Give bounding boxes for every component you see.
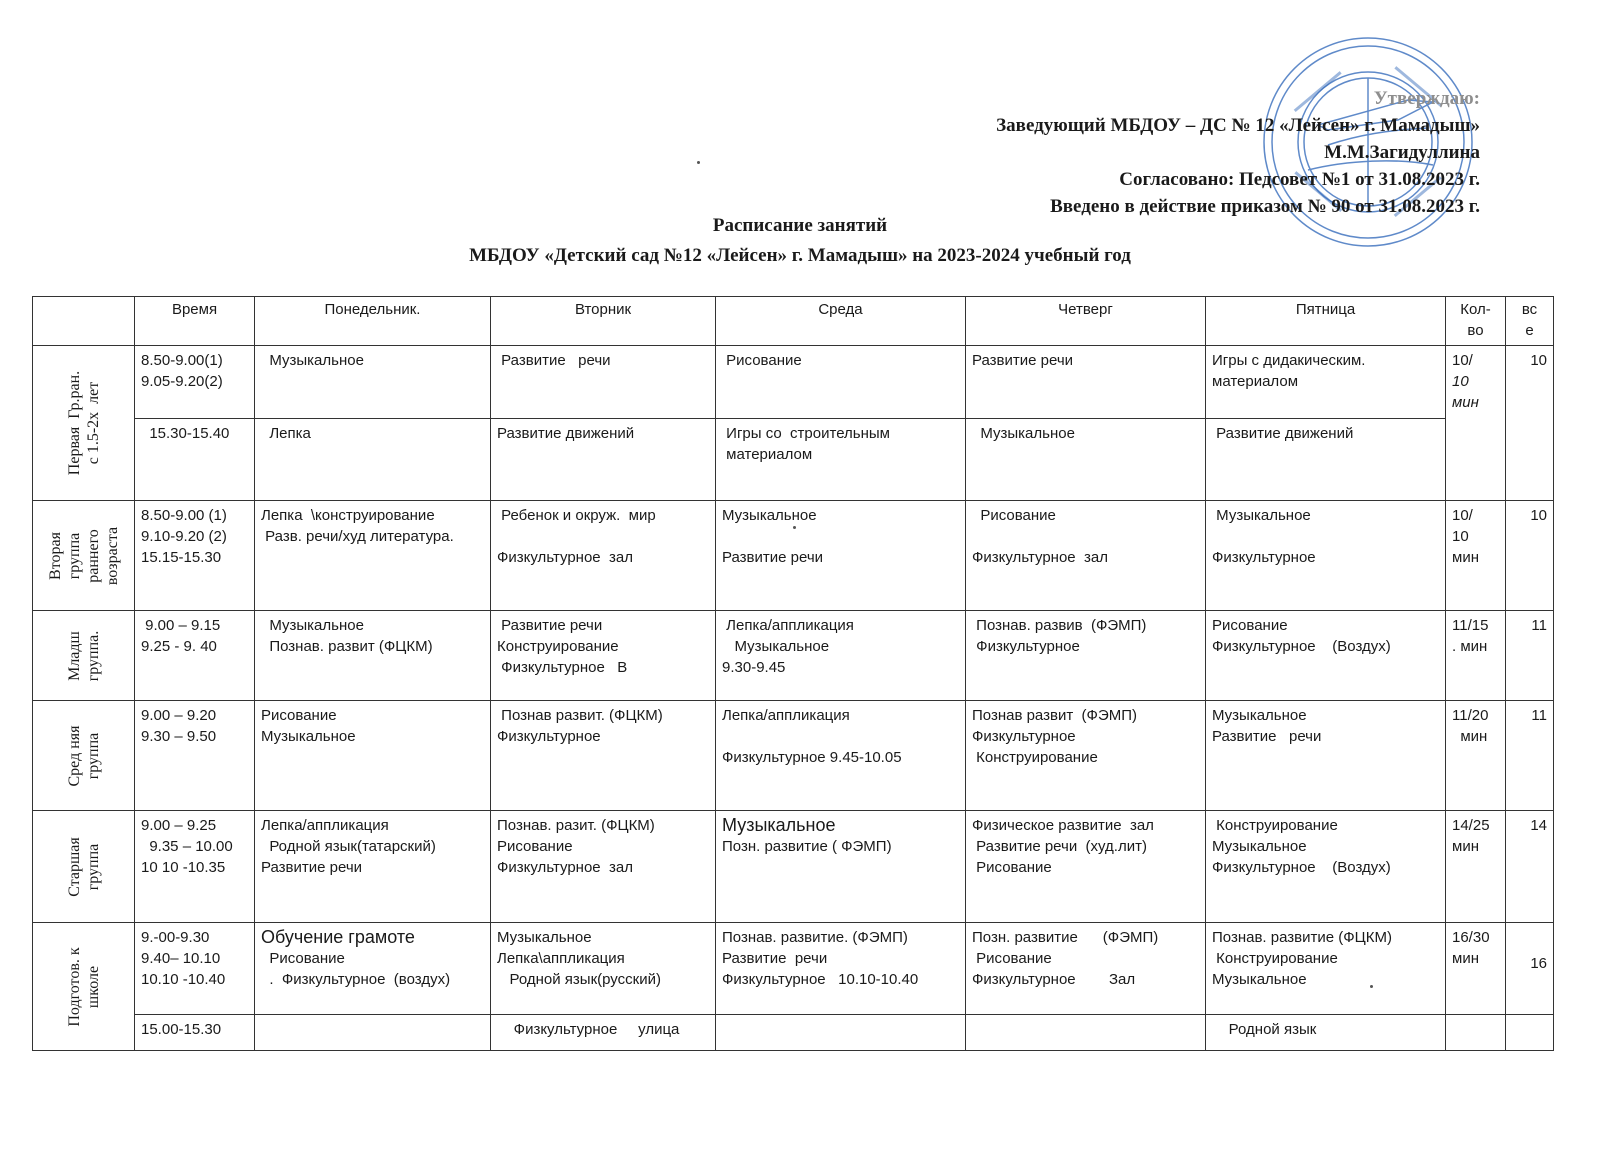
table-row (33, 501, 1554, 611)
total-cell: 14 (1506, 811, 1554, 923)
lesson-cell: Музыкальное (966, 419, 1206, 501)
lesson-cell: Развитие речи (966, 346, 1206, 419)
group-name: Вторая группа раннего возраста (46, 526, 121, 585)
approval-agreed: Согласовано: Педсовет №1 от 31.08.2023 г. (1119, 169, 1480, 190)
lesson-cell: Физкультурное улица (491, 1015, 716, 1051)
table-row (33, 811, 1554, 923)
group-name-cell (33, 346, 135, 501)
total-cell: 11 (1506, 611, 1554, 701)
lesson-cell: Музыкальное Лепка\аппликация Родной язык(русский) (491, 923, 716, 1015)
approval-head: Заведующий МБДОУ – ДС № 12 «Лейсен» г. Мамадыш» (996, 115, 1480, 136)
table-row (33, 419, 1554, 501)
time-cell: 9.00 – 9.25 9.35 – 10.00 10 10 -10.35 (135, 811, 255, 923)
approval-approve: Утверждаю: (1373, 88, 1480, 109)
lesson-cell: Обучение грамоте Рисование . Физкультурное (воздух) (255, 923, 491, 1015)
group-name: Старшая группа (65, 836, 102, 897)
time-cell: 8.50-9.00(1) 9.05-9.20(2) (135, 346, 255, 419)
lesson-cell: Родной язык (1206, 1015, 1446, 1051)
lesson-cell: Музыкальное Развитие речи (716, 501, 966, 611)
group-name: Младш группа. (65, 630, 102, 681)
lesson-cell (966, 1015, 1206, 1051)
lesson-cell: Развитие движений (1206, 419, 1446, 501)
lesson-cell: Музыкальное (255, 346, 491, 419)
total-col-header: вс е (1506, 297, 1554, 346)
quantity-col-header: Кол- во (1446, 297, 1506, 346)
lesson-cell: Познав. развив (ФЭМП) Физкультурное (966, 611, 1206, 701)
group-name-cell (33, 811, 135, 923)
lesson-cell: Рисование Физкультурное зал (966, 501, 1206, 611)
lesson-cell: Конструирование Музыкальное Физкультурное (Воздух) (1206, 811, 1446, 923)
lesson-cell: Лепка/аппликация Физкультурное 9.45-10.05 (716, 701, 966, 811)
time-cell: 8.50-9.00 (1) 9.10-9.20 (2) 15.15-15.30 (135, 501, 255, 611)
quantity-cell: 16/30 мин (1446, 923, 1506, 1015)
group-name: Первая Гр.ран. с 1.5-2х лет (65, 370, 102, 476)
group-name-cell (33, 501, 135, 611)
quantity-cell: 10/ 10 мин (1446, 346, 1506, 501)
speck (793, 526, 796, 529)
approval-block (996, 85, 1480, 220)
total-cell: 10 (1506, 501, 1554, 611)
lesson-cell: Познав развит. (ФЦКМ) Физкультурное (491, 701, 716, 811)
lesson-cell: Познав. разит. (ФЦКМ) Рисование Физкультурное зал (491, 811, 716, 923)
group-name: Подготов. к школе (65, 946, 102, 1027)
header-row (33, 297, 1554, 346)
time-col-header: Время (135, 297, 255, 346)
time-cell: 9.00 – 9.15 9.25 - 9. 40 (135, 611, 255, 701)
table-row (33, 923, 1554, 1015)
lesson-cell: Познав. развитие (ФЦКМ) Конструирование Музыкальное (1206, 923, 1446, 1015)
total-cell: 11 (1506, 701, 1554, 811)
lesson-cell: Рисование (716, 346, 966, 419)
lesson-cell: Музыкальное Познав. развит (ФЦКМ) (255, 611, 491, 701)
friday-col-header: Пятница (1206, 297, 1446, 346)
table-row (33, 1015, 1554, 1051)
monday-col-header: Понедельник. (255, 297, 491, 346)
schedule-subtitle: МБДОУ «Детский сад №12 «Лейсен» г. Мамадыш» на 2023-2024 учебный год (469, 245, 1131, 266)
quantity-cell: 10/ 10 мин (1446, 501, 1506, 611)
speck (1370, 985, 1373, 988)
lesson-cell: Рисование Физкультурное (Воздух) (1206, 611, 1446, 701)
thursday-col-header: Четверг (966, 297, 1206, 346)
lesson-cell: Лепка/аппликация Родной язык(татарский) Развитие речи (255, 811, 491, 923)
lesson-cell: Музыкальное Позн. развитие ( ФЭМП) (716, 811, 966, 923)
wednesday-col-header: Среда (716, 297, 966, 346)
table-row (33, 611, 1554, 701)
schedule-title: Расписание занятий (712, 215, 888, 236)
table-row (33, 346, 1554, 419)
approval-name: М.М.Загидуллина (1324, 142, 1480, 163)
lesson-cell: Музыкальное Физкультурное (1206, 501, 1446, 611)
lesson-cell: Познав. развитие. (ФЭМП) Развитие речи Физкультурное 10.10-10.40 (716, 923, 966, 1015)
total-cell (1506, 1015, 1554, 1051)
lesson-cell: Развитие движений (491, 419, 716, 501)
lesson-cell (716, 1015, 966, 1051)
lesson-cell: Развитие речи Конструирование Физкультурное В (491, 611, 716, 701)
lesson-cell: Ребенок и окруж. мир Физкультурное зал (491, 501, 716, 611)
group-col-header (33, 297, 135, 346)
lesson-cell: Музыкальное Развитие речи (1206, 701, 1446, 811)
lesson-cell: Игры с дидакическим. материалом (1206, 346, 1446, 419)
quantity-cell: 11/15 . мин (1446, 611, 1506, 701)
tuesday-col-header: Вторник (491, 297, 716, 346)
table-row (33, 701, 1554, 811)
approval-order: Введено в действие приказом № 90 от 31.08.2023 г. (1050, 196, 1480, 217)
group-name-cell (33, 611, 135, 701)
lesson-cell: Рисование Музыкальное (255, 701, 491, 811)
time-cell: 15.30-15.40 (135, 419, 255, 501)
group-name-cell (33, 701, 135, 811)
lesson-cell: Лепка/аппликация Музыкальное 9.30-9.45 (716, 611, 966, 701)
time-cell: 9.-00-9.30 9.40– 10.10 10.10 -10.40 (135, 923, 255, 1015)
time-cell: 9.00 – 9.20 9.30 – 9.50 (135, 701, 255, 811)
lesson-cell: Игры со строительным материалом (716, 419, 966, 501)
total-cell: 16 (1506, 923, 1554, 1015)
quantity-cell (1446, 1015, 1506, 1051)
group-name: Сред няя группа (65, 725, 102, 786)
lesson-cell: Лепка (255, 419, 491, 501)
lesson-cell: Развитие речи (491, 346, 716, 419)
lesson-cell: Лепка \конструирование Разв. речи/худ литература. (255, 501, 491, 611)
schedule-table (32, 296, 1554, 1051)
total-cell: 10 (1506, 346, 1554, 501)
lesson-cell: Познав развит (ФЭМП) Физкультурное Конструирование (966, 701, 1206, 811)
lesson-cell: Физическое развитие зал Развитие речи (худ.лит) Рисование (966, 811, 1206, 923)
time-cell: 15.00-15.30 (135, 1015, 255, 1051)
lesson-cell (255, 1015, 491, 1051)
group-name-cell (33, 923, 135, 1051)
speck (697, 161, 700, 164)
quantity-cell: 14/25 мин (1446, 811, 1506, 923)
quantity-cell: 11/20 мин (1446, 701, 1506, 811)
lesson-cell: Позн. развитие (ФЭМП) Рисование Физкультурное Зал (966, 923, 1206, 1015)
